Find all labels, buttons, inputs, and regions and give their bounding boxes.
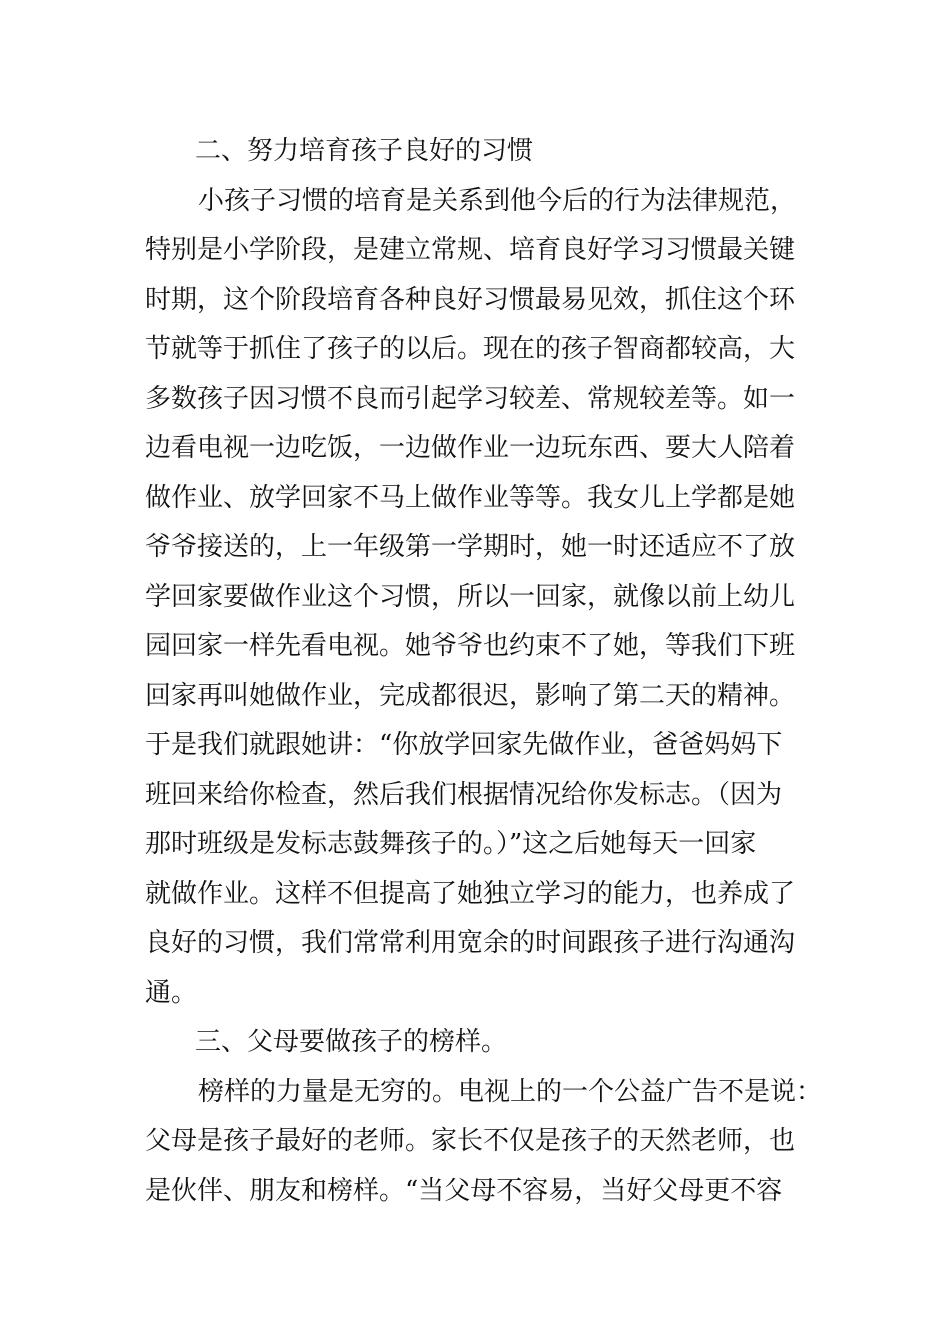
section-heading-2: 二、努力培育孩子良好的习惯: [195, 136, 534, 166]
paragraph-line: 爷爷接送的，上一年级第一学期时，她一时还适应不了放: [145, 532, 796, 562]
paragraph-line: 是伙伴、朋友和榜样。“当父母不容易，当好父母更不容: [145, 1176, 783, 1206]
section-heading-3: 三、父母要做孩子的榜样。: [195, 1027, 508, 1057]
paragraph-line: 小孩子习惯的培育是关系到他今后的行为法律规范，: [198, 186, 797, 216]
paragraph-line: 良好的习惯，我们常常利用宽余的时间跟孩子进行沟通沟: [145, 928, 796, 958]
paragraph-line: 时期，这个阶段培育各种良好习惯最易见效，抓住这个环: [145, 285, 796, 315]
paragraph-line: 于是我们就跟她讲：“你放学回家先做作业，爸爸妈妈下: [145, 730, 783, 760]
paragraph-line: 班回来给你检查，然后我们根据情况给你发标志。（因为: [145, 780, 783, 810]
paragraph-line: 学回家要做作业这个习惯，所以一回家，就像以前上幼儿: [145, 582, 796, 612]
paragraph-line: 那时班级是发标志鼓舞孩子的。）”这之后她每天一回家: [145, 829, 757, 859]
paragraph-line: 园回家一样先看电视。她爷爷也约束不了她，等我们下班: [145, 631, 796, 661]
paragraph-line: 通。: [145, 978, 198, 1008]
paragraph-line: 就做作业。这样不但提高了她独立学习的能力，也养成了: [145, 879, 796, 909]
paragraph-line: 节就等于抓住了孩子的以后。现在的孩子智商都较高，大: [145, 334, 796, 364]
paragraph-line: 边看电视一边吃饭，一边做作业一边玩东西、要大人陪着: [145, 433, 796, 463]
paragraph-line: 特别是小学阶段，是建立常规、培育良好学习习惯最关键: [145, 235, 796, 265]
paragraph-line: 做作业、放学回家不马上做作业等等。我女儿上学都是她: [145, 483, 796, 513]
paragraph-line: 榜样的力量是无穷的。电视上的一个公益广告不是说：: [198, 1077, 823, 1107]
paragraph-line: 父母是孩子最好的老师。家长不仅是孩子的天然老师，也: [145, 1126, 796, 1156]
paragraph-line: 回家再叫她做作业，完成都很迟，影响了第二天的精神。: [145, 681, 796, 711]
paragraph-line: 多数孩子因习惯不良而引起学习较差、常规较差等。如一: [145, 384, 796, 414]
